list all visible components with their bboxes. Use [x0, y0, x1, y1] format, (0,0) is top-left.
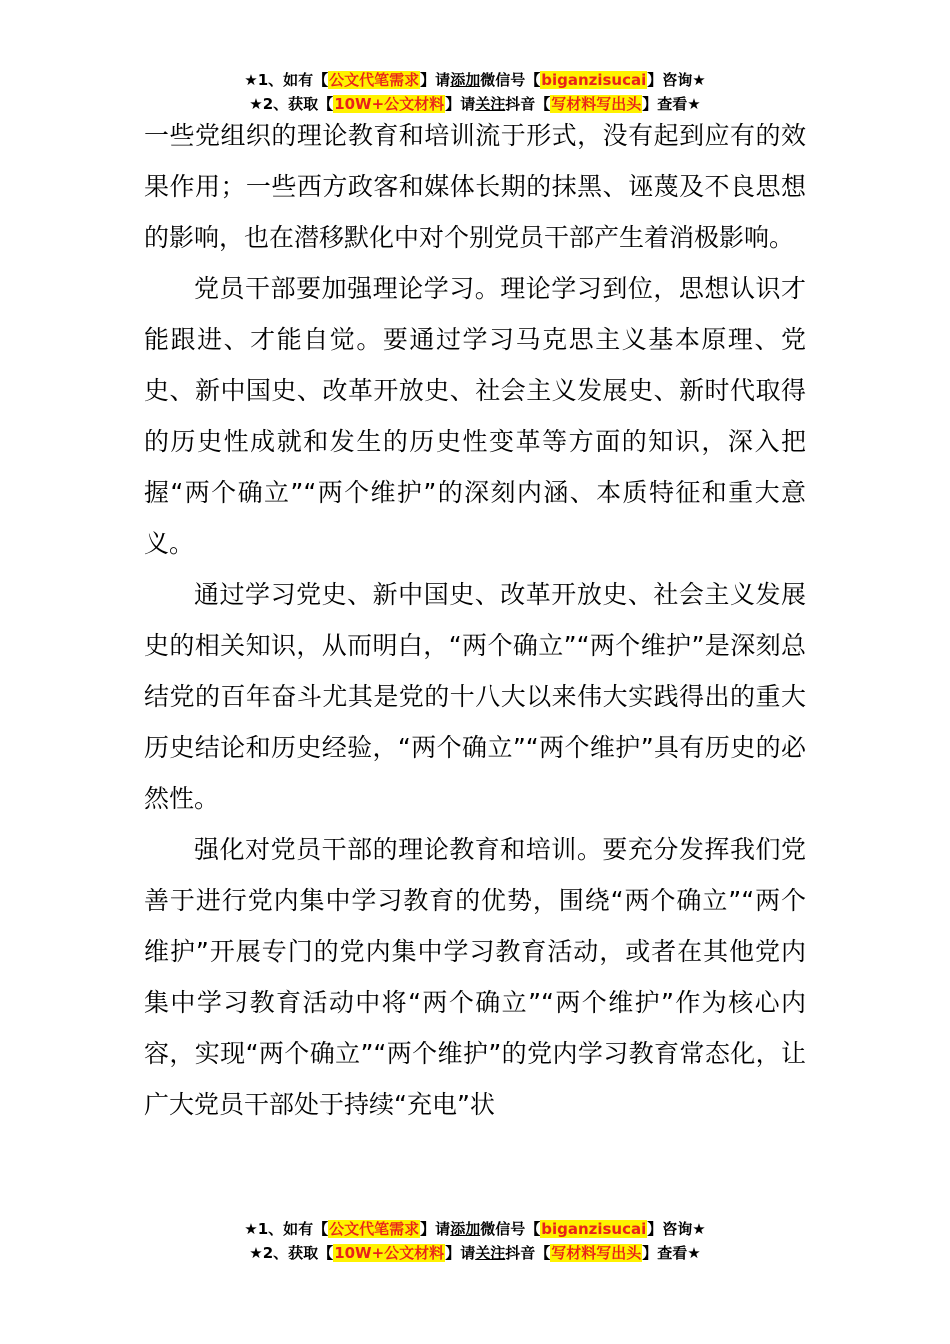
header-highlight-wechat-id: biganzisucai	[541, 71, 647, 89]
header-underlined-follow: 关注	[475, 95, 506, 113]
header-line-2-text: 】查看★	[642, 95, 701, 113]
footer-line-2-text: 】请	[445, 1244, 476, 1262]
footer-highlight-materials: 10W+公文材料	[334, 1244, 445, 1262]
paragraph-1: 一些党组织的理论教育和培训流于形式，没有起到应有的效果作用；一些西方政客和媒体长期的抹黑、诬蔑及不良思想的影响，也在潜移默化中对个别党员干部产生着消极影响。	[144, 121, 806, 252]
header-line-1	[0, 68, 950, 92]
header-line-1-text: 】咨询★	[647, 71, 706, 89]
footer-line-1-text: 微信号【	[480, 1220, 541, 1238]
footer-line-1-text: ★1、如有【	[244, 1220, 329, 1238]
header-line-1-text: ★1、如有【	[244, 71, 329, 89]
header-highlight-service: 公文代笔需求	[329, 71, 420, 89]
header-line-2-text: 抖音【	[505, 95, 551, 113]
header-line-1-text: 】请	[420, 71, 451, 89]
footer-line-1-text: 】咨询★	[647, 1220, 706, 1238]
paragraph-2: 党员干部要加强理论学习。理论学习到位，思想认识才能跟进、才能自觉。要通过学习马克思主义基本原理、党史、新中国史、改革开放史、社会主义发展史、新时代取得的历史性成就和发生的历史性变革等方面的知识，深入把握“两个确立”“两个维护”的深刻内涵、本质特征和重大意义。	[144, 274, 806, 558]
header-banner	[0, 68, 950, 116]
document-body	[144, 110, 806, 1130]
paragraph-4: 强化对党员干部的理论教育和培训。要充分发挥我们党善于进行党内集中学习教育的优势，围绕“两个确立”“两个维护”开展专门的党内集中学习教育活动，或者在其他党内集中学习教育活动中将“两个确立”“两个维护”作为核心内容，实现“两个确立”“两个维护”的党内学习教育常态化，让广大党员干部处于持续“充电”状	[144, 835, 806, 1119]
footer-highlight-service: 公文代笔需求	[329, 1220, 420, 1238]
header-underlined-add: 添加	[450, 71, 481, 89]
header-line-1-text: 微信号【	[480, 71, 541, 89]
footer-highlight-douyin: 写材料写出头	[551, 1244, 642, 1262]
header-line-2-text: 】请	[445, 95, 476, 113]
footer-line-2-text: 】查看★	[642, 1244, 701, 1262]
paragraph-3: 通过学习党史、新中国史、改革开放史、社会主义发展史的相关知识，从而明白，“两个确立”“两个维护”是深刻总结党的百年奋斗尤其是党的十八大以来伟大实践得出的重大历史结论和历史经验，“两个确立”“两个维护”具有历史的必然性。	[144, 580, 806, 813]
footer-underlined-follow: 关注	[475, 1244, 506, 1262]
header-highlight-douyin: 写材料写出头	[551, 95, 642, 113]
footer-underlined-add: 添加	[450, 1220, 481, 1238]
footer-line-2	[0, 1241, 950, 1265]
footer-highlight-wechat-id: biganzisucai	[541, 1220, 647, 1238]
footer-banner	[0, 1217, 950, 1265]
header-highlight-materials: 10W+公文材料	[334, 95, 445, 113]
footer-line-1-text: 】请	[420, 1220, 451, 1238]
footer-line-1	[0, 1217, 950, 1241]
footer-line-2-text: 抖音【	[505, 1244, 551, 1262]
footer-line-2-text: ★2、获取【	[249, 1244, 334, 1262]
header-line-2-text: ★2、获取【	[249, 95, 334, 113]
